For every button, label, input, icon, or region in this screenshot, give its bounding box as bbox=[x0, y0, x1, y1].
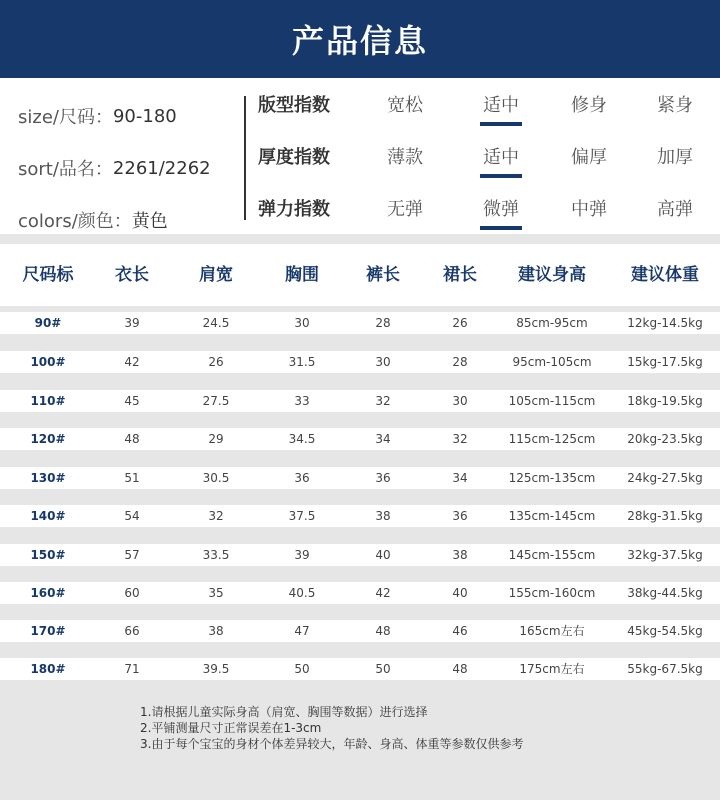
col-header-chest: 胸围 bbox=[285, 265, 319, 285]
table-cell: 42 bbox=[124, 355, 140, 369]
table-cell: 34 bbox=[452, 471, 468, 485]
table-cell: 32 bbox=[452, 432, 468, 446]
table-cell-size: 180# bbox=[30, 662, 66, 676]
thickness-index-row bbox=[258, 142, 718, 194]
table-cell: 29 bbox=[208, 432, 224, 446]
table-cell-size: 120# bbox=[30, 432, 66, 446]
table-cell: 37.5 bbox=[288, 509, 316, 523]
table-cell: 40 bbox=[375, 548, 391, 562]
table-cell: 95cm-105cm bbox=[512, 355, 592, 369]
fit-option-loose: 宽松 bbox=[387, 95, 423, 116]
table-row bbox=[0, 428, 720, 450]
stretch-option-medium: 中弹 bbox=[571, 199, 607, 220]
table-cell: 28 bbox=[452, 355, 468, 369]
fit-index-row bbox=[258, 90, 718, 142]
info-size-label: size/尺码： bbox=[18, 107, 113, 128]
table-cell: 38kg-44.5kg bbox=[627, 586, 703, 600]
table-cell-size: 110# bbox=[30, 394, 66, 408]
table-cell: 30 bbox=[375, 355, 391, 369]
table-cell: 175cm左右 bbox=[519, 662, 585, 676]
table-cell: 31.5 bbox=[288, 355, 316, 369]
table-cell: 60 bbox=[124, 586, 140, 600]
notes-list bbox=[140, 704, 700, 752]
col-header-shoulder: 肩宽 bbox=[199, 265, 233, 285]
table-row bbox=[0, 467, 720, 489]
fit-option-slim: 修身 bbox=[571, 95, 607, 116]
table-row bbox=[0, 505, 720, 527]
note-line: 1.请根据儿童实际身高（肩宽、胸围等数据）进行选择 bbox=[140, 705, 428, 719]
header-banner bbox=[0, 0, 720, 78]
table-cell: 26 bbox=[452, 316, 468, 330]
table-cell: 27.5 bbox=[202, 394, 230, 408]
table-row bbox=[0, 544, 720, 566]
table-cell: 18kg-19.5kg bbox=[627, 394, 703, 408]
table-cell: 32 bbox=[375, 394, 391, 408]
info-sort-label: sort/品名： bbox=[18, 159, 113, 180]
fit-index-label: 版型指数 bbox=[258, 95, 330, 116]
size-table-header bbox=[0, 244, 720, 306]
info-size-value: 90-180 bbox=[112, 105, 177, 127]
table-row bbox=[0, 620, 720, 642]
fit-option-regular: 适中 bbox=[466, 90, 536, 120]
table-cell: 32kg-37.5kg bbox=[627, 548, 703, 562]
table-cell-size: 130# bbox=[30, 471, 66, 485]
thickness-option-medium: 适中 bbox=[466, 142, 536, 172]
note-line: 3.由于每个宝宝的身材个体差异较大，年龄、身高、体重等参数仅供参考 bbox=[140, 737, 524, 751]
vertical-divider bbox=[244, 96, 246, 220]
table-cell: 30 bbox=[294, 316, 310, 330]
col-header-length: 衣长 bbox=[115, 265, 149, 285]
table-cell: 155cm-160cm bbox=[508, 586, 596, 600]
table-cell: 28 bbox=[375, 316, 391, 330]
table-cell: 15kg-17.5kg bbox=[627, 355, 703, 369]
page-title: 产品信息 bbox=[291, 22, 428, 60]
stretch-index-label: 弹力指数 bbox=[258, 199, 330, 220]
table-cell: 40 bbox=[452, 586, 468, 600]
table-cell: 45kg-54.5kg bbox=[627, 624, 703, 638]
table-row bbox=[0, 351, 720, 373]
table-cell: 45 bbox=[124, 394, 140, 408]
info-color-value: 黄色 bbox=[131, 211, 168, 232]
table-cell: 34.5 bbox=[288, 432, 316, 446]
table-cell: 54 bbox=[124, 509, 140, 523]
product-info bbox=[18, 90, 238, 246]
table-cell: 34 bbox=[375, 432, 391, 446]
thickness-option-thin: 薄款 bbox=[387, 147, 423, 168]
col-header-skirt-length: 裙长 bbox=[443, 265, 477, 285]
col-header-height: 建议身高 bbox=[518, 265, 586, 285]
note-line: 2.平铺测量尺寸正常误差在1-3cm bbox=[140, 721, 322, 735]
table-cell-size: 150# bbox=[30, 548, 66, 562]
table-cell: 38 bbox=[375, 509, 391, 523]
table-cell: 135cm-145cm bbox=[508, 509, 596, 523]
info-sort-row bbox=[18, 142, 238, 194]
thickness-index-label: 厚度指数 bbox=[258, 147, 330, 168]
table-cell: 145cm-155cm bbox=[508, 548, 596, 562]
table-cell: 57 bbox=[124, 548, 140, 562]
table-cell: 36 bbox=[452, 509, 468, 523]
table-cell: 39 bbox=[294, 548, 310, 562]
thickness-option-thick: 加厚 bbox=[657, 147, 693, 168]
table-cell: 40.5 bbox=[288, 586, 316, 600]
table-cell: 36 bbox=[375, 471, 391, 485]
stretch-option-none: 无弹 bbox=[387, 199, 423, 220]
index-panel bbox=[258, 90, 718, 246]
table-cell: 39 bbox=[124, 316, 140, 330]
col-header-size: 尺码标 bbox=[22, 265, 74, 285]
thickness-option-thicker: 偏厚 bbox=[571, 147, 607, 168]
table-cell: 32 bbox=[208, 509, 224, 523]
table-cell: 38 bbox=[208, 624, 224, 638]
table-cell: 33 bbox=[294, 394, 310, 408]
table-cell: 125cm-135cm bbox=[508, 471, 596, 485]
table-cell: 24kg-27.5kg bbox=[627, 471, 703, 485]
table-cell: 48 bbox=[124, 432, 140, 446]
section-divider-band bbox=[0, 234, 720, 244]
fit-option-tight: 紧身 bbox=[657, 95, 693, 116]
table-cell: 48 bbox=[375, 624, 391, 638]
table-cell: 115cm-125cm bbox=[508, 432, 596, 446]
stretch-option-high: 高弹 bbox=[657, 199, 693, 220]
info-sort-value: 2261/2262 bbox=[112, 157, 211, 179]
table-cell: 12kg-14.5kg bbox=[627, 316, 703, 330]
table-cell: 33.5 bbox=[202, 548, 230, 562]
table-cell: 38 bbox=[452, 548, 468, 562]
table-cell: 36 bbox=[294, 471, 310, 485]
table-cell-size: 90# bbox=[34, 316, 62, 330]
col-header-pants-length: 裤长 bbox=[366, 265, 400, 285]
table-cell: 30.5 bbox=[202, 471, 230, 485]
table-cell-size: 140# bbox=[30, 509, 66, 523]
table-row bbox=[0, 390, 720, 412]
table-cell: 39.5 bbox=[202, 662, 230, 676]
table-cell: 24.5 bbox=[202, 316, 230, 330]
table-cell: 165cm左右 bbox=[519, 624, 585, 638]
info-size-row bbox=[18, 90, 238, 142]
table-cell: 48 bbox=[452, 662, 468, 676]
table-cell: 50 bbox=[294, 662, 310, 676]
table-cell: 55kg-67.5kg bbox=[627, 662, 703, 676]
table-cell: 20kg-23.5kg bbox=[627, 432, 703, 446]
table-cell: 85cm-95cm bbox=[516, 316, 588, 330]
col-header-weight: 建议体重 bbox=[631, 265, 699, 285]
table-row bbox=[0, 582, 720, 604]
table-cell: 105cm-115cm bbox=[508, 394, 596, 408]
table-cell: 46 bbox=[452, 624, 468, 638]
info-color-label: colors/颜色： bbox=[18, 211, 132, 232]
table-cell-size: 160# bbox=[30, 586, 66, 600]
table-cell: 28kg-31.5kg bbox=[627, 509, 703, 523]
table-cell: 26 bbox=[208, 355, 224, 369]
table-cell-size: 170# bbox=[30, 624, 66, 638]
table-cell: 50 bbox=[375, 662, 391, 676]
table-cell-size: 100# bbox=[30, 355, 66, 369]
table-cell: 35 bbox=[208, 586, 224, 600]
table-cell: 30 bbox=[452, 394, 468, 408]
table-cell: 42 bbox=[375, 586, 391, 600]
table-row bbox=[0, 658, 720, 680]
stretch-option-slight: 微弹 bbox=[466, 194, 536, 224]
table-cell: 66 bbox=[124, 624, 140, 638]
table-row bbox=[0, 312, 720, 334]
table-cell: 51 bbox=[124, 471, 140, 485]
table-cell: 71 bbox=[124, 662, 140, 676]
table-cell: 47 bbox=[294, 624, 310, 638]
